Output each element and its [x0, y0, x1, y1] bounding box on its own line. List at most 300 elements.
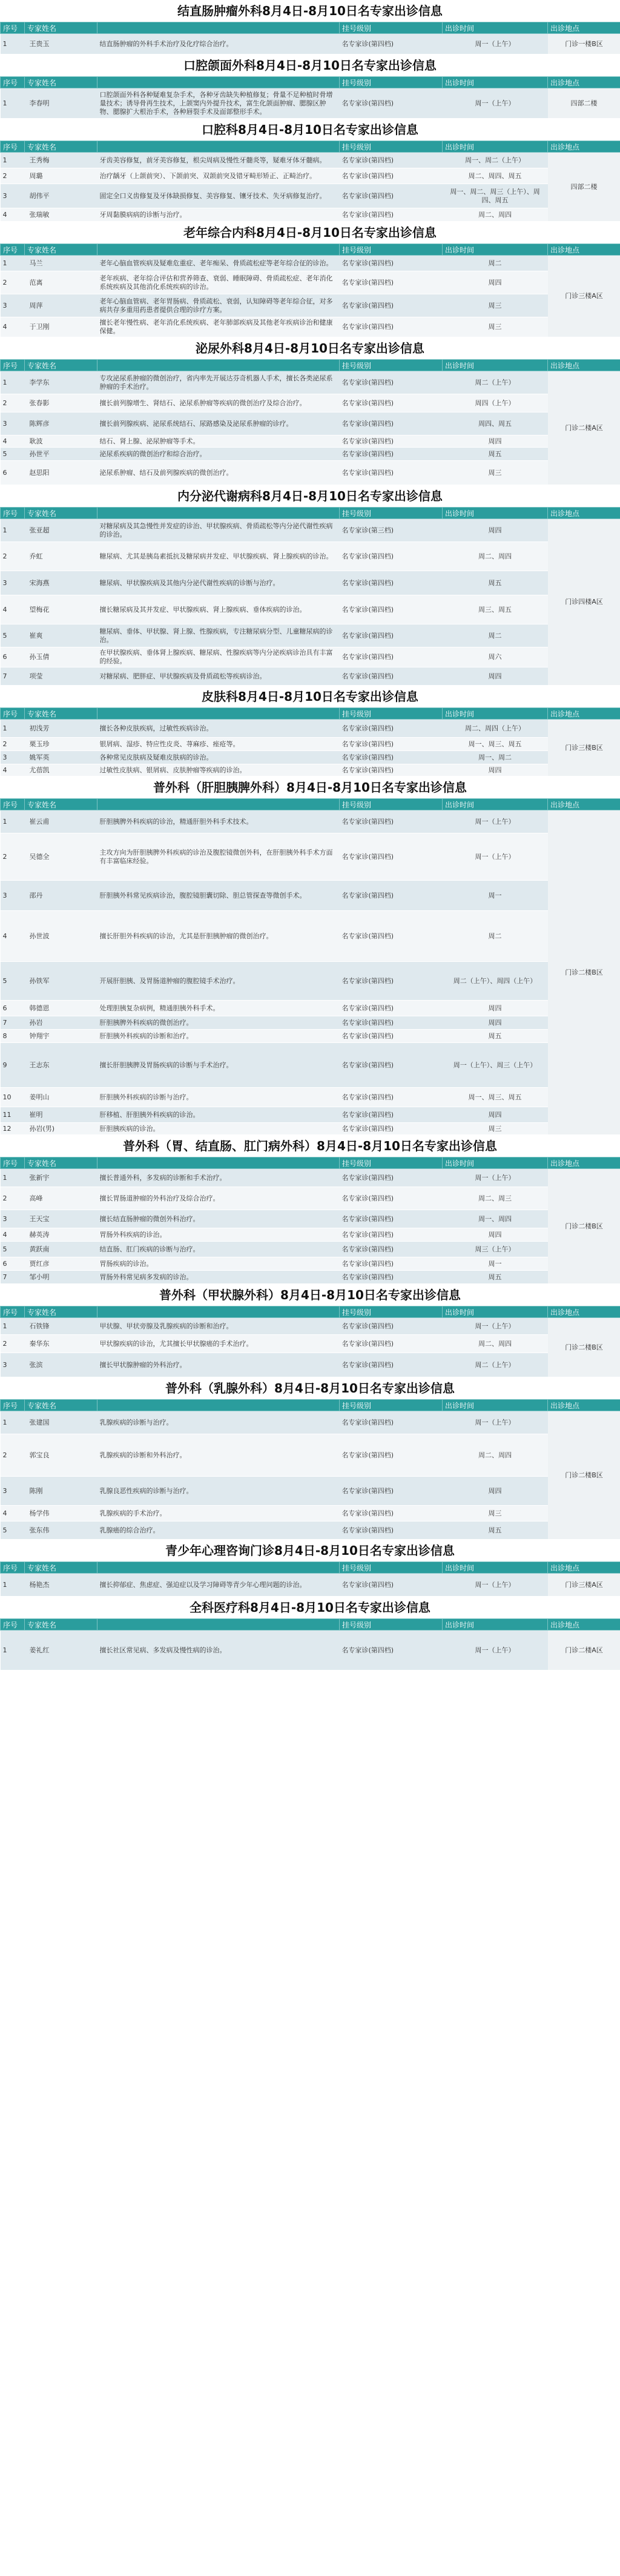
clinic-time: 周一（上午）	[443, 1169, 548, 1187]
header-name: 专家姓名	[25, 22, 97, 34]
registration-level: 名专家诊(第三档)	[340, 519, 443, 542]
doctor-specialty: 结直肠、肛门疾病的诊断与治疗。	[97, 1242, 340, 1257]
registration-level: 名专家诊(第四档)	[340, 595, 443, 624]
header-time: 出诊时间	[443, 22, 548, 34]
header-skill	[97, 508, 340, 519]
clinic-time: 周四	[443, 764, 548, 776]
doctor-name: 马兰	[25, 256, 97, 271]
doctor-specialty: 擅长前列腺疾病、泌尿系统结石、尿路感染及泌尿系肿瘤的诊疗。	[97, 412, 340, 435]
row-number: 3	[1, 881, 25, 911]
table-row	[1, 208, 620, 222]
doctor-name: 栗玉珍	[25, 738, 97, 751]
table-row	[1, 810, 620, 833]
header-level: 挂号级别	[340, 141, 443, 153]
clinic-time: 周一（上午）	[443, 34, 548, 55]
table-header-row	[1, 244, 620, 256]
schedule-table	[0, 1561, 620, 1597]
doctor-specialty: 擅长结直肠肿瘤的微创外科治疗。	[97, 1210, 340, 1228]
header-location: 出诊地点	[548, 1157, 620, 1169]
registration-level: 名专家诊(第四档)	[340, 542, 443, 571]
registration-level: 名专家诊(第四档)	[340, 271, 443, 294]
clinic-time: 周二（上午）	[443, 1353, 548, 1377]
table-row	[1, 595, 620, 624]
table-header-row	[1, 708, 620, 720]
clinic-location: 门诊二楼B区	[548, 1169, 620, 1284]
clinic-time: 周三	[443, 1123, 548, 1135]
header-level: 挂号级别	[340, 1157, 443, 1169]
header-time: 出诊时间	[443, 77, 548, 88]
doctor-specialty: 擅长抑郁症、焦虑症、强迫症以及学习障碍等青少年心理问题的诊治。	[97, 1574, 340, 1597]
row-number: 1	[1, 153, 25, 168]
doctor-name: 张亚超	[25, 519, 97, 542]
doctor-name: 孙玉倩	[25, 647, 97, 667]
table-row	[1, 1088, 620, 1107]
registration-level: 名专家诊(第四档)	[340, 764, 443, 776]
registration-level: 名专家诊(第四档)	[340, 294, 443, 317]
row-number: 8	[1, 1030, 25, 1043]
registration-level: 名专家诊(第四档)	[340, 412, 443, 435]
header-location: 出诊地点	[548, 799, 620, 810]
clinic-time: 周二、周四	[443, 542, 548, 571]
clinic-time: 周四	[443, 435, 548, 448]
clinic-time: 周二、周四（上午）	[443, 720, 548, 738]
row-number: 1	[1, 1631, 25, 1670]
row-number: 1	[1, 34, 25, 55]
doctor-name: 宋海燕	[25, 571, 97, 595]
header-name: 专家姓名	[25, 508, 97, 519]
doctor-specialty: 胃肠外科疾病的诊治。	[97, 1228, 340, 1242]
row-number: 3	[1, 571, 25, 595]
doctor-specialty: 结石、肾上腺、泌尿肿瘤等手术。	[97, 435, 340, 448]
doctor-specialty: 擅长社区常见病、多发病及慢性病的诊治。	[97, 1631, 340, 1670]
table-row	[1, 738, 620, 751]
row-number: 1	[1, 88, 25, 119]
clinic-time: 周一（上午）	[443, 1411, 548, 1434]
header-name: 专家姓名	[25, 244, 97, 256]
doctor-name: 孙世波	[25, 911, 97, 962]
registration-level: 名专家诊(第四档)	[340, 1107, 443, 1123]
header-name: 专家姓名	[25, 708, 97, 720]
header-level: 挂号级别	[340, 799, 443, 810]
doctor-name: 孙岩(男)	[25, 1123, 97, 1135]
header-number: 序号	[1, 708, 25, 720]
doctor-name: 王贵玉	[25, 34, 97, 55]
clinic-time: 周二、周四	[443, 208, 548, 222]
clinic-time: 周四	[443, 519, 548, 542]
registration-level: 名专家诊(第四档)	[340, 88, 443, 119]
registration-level: 名专家诊(第四档)	[340, 1228, 443, 1242]
header-location: 出诊地点	[548, 22, 620, 34]
row-number: 6	[1, 647, 25, 667]
schedule-table	[0, 1157, 620, 1284]
doctor-specialty: 过敏性皮肤病、银屑病、皮肤肿瘤等疾病的诊治。	[97, 764, 340, 776]
doctor-name: 秦华东	[25, 1335, 97, 1353]
clinic-time: 周二、周三	[443, 1187, 548, 1210]
header-number: 序号	[1, 22, 25, 34]
clinic-time: 周四	[443, 1016, 548, 1030]
clinic-location: 门诊二楼A区	[548, 1631, 620, 1670]
header-number: 序号	[1, 1619, 25, 1631]
row-number: 4	[1, 911, 25, 962]
clinic-time: 周五	[443, 448, 548, 461]
doctor-specialty: 肝胆胰外科常见疾病诊治，腹腔镜胆囊切除、胆总管探查等微创手术。	[97, 881, 340, 911]
header-name: 专家姓名	[25, 77, 97, 88]
row-number: 10	[1, 1088, 25, 1107]
clinic-time: 周二、周四	[443, 1335, 548, 1353]
schedule-table	[0, 1306, 620, 1377]
row-number: 2	[1, 833, 25, 881]
row-number: 1	[1, 1411, 25, 1434]
section-title: 青少年心理咨询门诊8月4日-8月10日名专家出诊信息	[0, 1540, 620, 1561]
header-number: 序号	[1, 77, 25, 88]
doctor-name: 邹小明	[25, 1271, 97, 1284]
doctor-name: 张东伟	[25, 1521, 97, 1540]
table-header-row	[1, 1157, 620, 1169]
doctor-specialty: 肝胆胰外科疾病的诊断和治疗。	[97, 1030, 340, 1043]
table-row	[1, 88, 620, 119]
header-level: 挂号级别	[340, 22, 443, 34]
clinic-location: 四部二楼	[548, 88, 620, 119]
table-row	[1, 542, 620, 571]
doctor-name: 李春明	[25, 88, 97, 119]
header-level: 挂号级别	[340, 1400, 443, 1411]
doctor-specialty: 肝胆胰脾外科疾病的微创治疗。	[97, 1016, 340, 1030]
doctor-name: 贾红彦	[25, 1257, 97, 1271]
doctor-specialty: 乳腺良恶性疾病的诊断与治疗。	[97, 1477, 340, 1506]
table-row	[1, 168, 620, 184]
header-skill	[97, 1306, 340, 1318]
table-row	[1, 647, 620, 667]
doctor-specialty: 牙齿美容修复，前牙美容修复，根尖周病及慢性牙髓炎等，疑难牙体牙髓病。	[97, 153, 340, 168]
doctor-name: 张建国	[25, 1411, 97, 1434]
table-row	[1, 1043, 620, 1088]
doctor-name: 望梅花	[25, 595, 97, 624]
clinic-time: 周四	[443, 1107, 548, 1123]
registration-level: 名专家诊(第四档)	[340, 153, 443, 168]
table-row	[1, 962, 620, 1001]
doctor-name: 杨艳杰	[25, 1574, 97, 1597]
doctor-specialty: 开展肝胆胰、及胃肠道肿瘤的腹腔镜手术治疗。	[97, 962, 340, 1001]
row-number: 3	[1, 412, 25, 435]
doctor-name: 钟翔宇	[25, 1030, 97, 1043]
clinic-time: 周五	[443, 1521, 548, 1540]
clinic-time: 周二（上午）	[443, 371, 548, 394]
doctor-name: 张瑞敏	[25, 208, 97, 222]
header-number: 序号	[1, 244, 25, 256]
registration-level: 名专家诊(第四档)	[340, 1088, 443, 1107]
row-number: 2	[1, 168, 25, 184]
schedule-table	[0, 1399, 620, 1540]
doctor-name: 姜明山	[25, 1088, 97, 1107]
registration-level: 名专家诊(第四档)	[340, 1030, 443, 1043]
doctor-specialty: 擅长肝胆胰脾及胃肠疾病的诊断与手术治疗。	[97, 1043, 340, 1088]
doctor-name: 崔云甫	[25, 810, 97, 833]
row-number: 3	[1, 184, 25, 208]
row-number: 4	[1, 208, 25, 222]
clinic-time: 周四	[443, 1477, 548, 1506]
row-number: 3	[1, 1210, 25, 1228]
table-header-row	[1, 360, 620, 371]
clinic-location: 门诊二楼B区	[548, 1411, 620, 1540]
doctor-name: 黄跃南	[25, 1242, 97, 1257]
doctor-specialty: 口腔颌面外科各种疑难复杂手术，各种牙齿缺失种植修复；骨量不足种植时骨增量技术；诱导骨再生技术，上颌窦内外提升技术，富生化颌面肿瘤、腮腺区肿物、腮腺扩大根治手术，各种唇裂手术及面部整形手术。	[97, 88, 340, 119]
row-number: 1	[1, 810, 25, 833]
clinic-location: 门诊一楼B区	[548, 34, 620, 55]
table-row	[1, 1001, 620, 1016]
registration-level: 名专家诊(第四档)	[340, 667, 443, 686]
registration-level: 名专家诊(第四档)	[340, 624, 443, 647]
row-number: 1	[1, 371, 25, 394]
table-row	[1, 624, 620, 647]
table-row	[1, 256, 620, 271]
doctor-specialty: 擅长各种皮肤疾病，过敏性疾病诊治。	[97, 720, 340, 738]
header-location: 出诊地点	[548, 508, 620, 519]
table-row	[1, 519, 620, 542]
doctor-specialty: 肝移植、肝胆胰外科疾病的诊治。	[97, 1107, 340, 1123]
doctor-specialty: 处理胆胰复杂病例，精通胆胰外科手术。	[97, 1001, 340, 1016]
header-name: 专家姓名	[25, 1619, 97, 1631]
row-number: 1	[1, 1318, 25, 1335]
registration-level: 名专家诊(第四档)	[340, 435, 443, 448]
doctor-specialty: 对糖尿病及其急慢性并发症的诊治、甲状腺疾病、骨质疏松等内分泌代谢性疾病的诊治。	[97, 519, 340, 542]
clinic-time: 周五	[443, 1271, 548, 1284]
table-row	[1, 1506, 620, 1521]
row-number: 11	[1, 1107, 25, 1123]
header-location: 出诊地点	[548, 244, 620, 256]
row-number: 4	[1, 435, 25, 448]
doctor-name: 周璐	[25, 168, 97, 184]
doctor-specialty: 肝胆胰外科疾病的诊断与治疗。	[97, 1088, 340, 1107]
header-location: 出诊地点	[548, 1619, 620, 1631]
row-number: 5	[1, 624, 25, 647]
clinic-time: 周三	[443, 294, 548, 317]
doctor-name: 孙岩	[25, 1016, 97, 1030]
clinic-time: 周一、周二、周三（上午）、周四、周五	[443, 184, 548, 208]
doctor-specialty: 治疗龋牙（上颌前突）、下颌前突、双颌前突及错牙畸形矫正、正畸治疗。	[97, 168, 340, 184]
table-row	[1, 833, 620, 881]
doctor-name: 张滨	[25, 1353, 97, 1377]
table-row	[1, 412, 620, 435]
header-time: 出诊时间	[443, 1562, 548, 1574]
doctor-name: 吴德全	[25, 833, 97, 881]
registration-level: 名专家诊(第四档)	[340, 1242, 443, 1257]
clinic-location: 门诊三楼B区	[548, 720, 620, 776]
table-row	[1, 153, 620, 168]
clinic-time: 周三、周五	[443, 595, 548, 624]
header-level: 挂号级别	[340, 360, 443, 371]
doctor-specialty: 擅长糖尿病及其并发症、甲状腺疾病、肾上腺疾病、垂体疾病的诊治。	[97, 595, 340, 624]
table-row	[1, 435, 620, 448]
table-row	[1, 461, 620, 485]
schedule-table	[0, 798, 620, 1135]
table-row	[1, 294, 620, 317]
row-number: 5	[1, 962, 25, 1001]
table-row	[1, 1271, 620, 1284]
table-row	[1, 1434, 620, 1477]
row-number: 7	[1, 667, 25, 686]
doctor-name: 范离	[25, 271, 97, 294]
header-name: 专家姓名	[25, 1562, 97, 1574]
clinic-time: 周四、周五	[443, 412, 548, 435]
row-number: 6	[1, 1001, 25, 1016]
doctor-specialty: 牙周黏膜病病的诊断与治疗。	[97, 208, 340, 222]
row-number: 5	[1, 1521, 25, 1540]
doctor-name: 姜礼红	[25, 1631, 97, 1670]
header-skill	[97, 708, 340, 720]
clinic-time: 周一（上午）	[443, 88, 548, 119]
table-row	[1, 1030, 620, 1043]
clinic-time: 周五	[443, 571, 548, 595]
table-row	[1, 1353, 620, 1377]
doctor-name: 王志东	[25, 1043, 97, 1088]
clinic-time: 周一、周二（上午）	[443, 153, 548, 168]
registration-level: 名专家诊(第四档)	[340, 833, 443, 881]
header-number: 序号	[1, 1306, 25, 1318]
section-title: 普外科（胃、结直肠、肛门病外科）8月4日-8月10日名专家出诊信息	[0, 1135, 620, 1157]
row-number: 4	[1, 1506, 25, 1521]
header-name: 专家姓名	[25, 360, 97, 371]
row-number: 2	[1, 1335, 25, 1353]
doctor-specialty: 糖尿病、尤其是胰岛素抵抗及糖尿病并发症、甲状腺疾病、肾上腺疾病的诊治。	[97, 542, 340, 571]
registration-level: 名专家诊(第四档)	[340, 881, 443, 911]
doctor-name: 姚军英	[25, 751, 97, 764]
doctor-name: 孙世平	[25, 448, 97, 461]
doctor-name: 项莹	[25, 667, 97, 686]
header-skill	[97, 360, 340, 371]
row-number: 7	[1, 1016, 25, 1030]
table-header-row	[1, 1306, 620, 1318]
doctor-name: 初浅芳	[25, 720, 97, 738]
header-time: 出诊时间	[443, 1306, 548, 1318]
registration-level: 名专家诊(第四档)	[340, 647, 443, 667]
row-number: 1	[1, 256, 25, 271]
header-level: 挂号级别	[340, 244, 443, 256]
header-location: 出诊地点	[548, 77, 620, 88]
doctor-name: 耿波	[25, 435, 97, 448]
clinic-location: 门诊二楼B区	[548, 1318, 620, 1377]
doctor-specialty: 甲状腺疾病的诊治，尤其擅长甲状腺癌的手术治疗。	[97, 1335, 340, 1353]
table-row	[1, 571, 620, 595]
registration-level: 名专家诊(第四档)	[340, 911, 443, 962]
table-row	[1, 394, 620, 412]
clinic-time: 周三	[443, 1506, 548, 1521]
doctor-specialty: 在甲状腺疾病、垂体肾上腺疾病、糖尿病、性腺疾病等内分泌疾病诊治具有丰富的经验。	[97, 647, 340, 667]
registration-level: 名专家诊(第四档)	[340, 1271, 443, 1284]
table-row	[1, 911, 620, 962]
table-row	[1, 1411, 620, 1434]
clinic-time: 周二（上午）、周四（上午）	[443, 962, 548, 1001]
row-number: 2	[1, 271, 25, 294]
table-row	[1, 1210, 620, 1228]
header-name: 专家姓名	[25, 1306, 97, 1318]
clinic-time: 周三	[443, 461, 548, 485]
doctor-name: 周萍	[25, 294, 97, 317]
schedule-table	[0, 1618, 620, 1670]
doctor-name: 于卫刚	[25, 317, 97, 337]
row-number: 6	[1, 461, 25, 485]
table-header-row	[1, 1562, 620, 1574]
section-title: 普外科（乳腺外科）8月4日-8月10日名专家出诊信息	[0, 1377, 620, 1399]
doctor-name: 李学东	[25, 371, 97, 394]
doctor-name: 陈刚	[25, 1477, 97, 1506]
section-title: 老年综合内科8月4日-8月10日名专家出诊信息	[0, 222, 620, 243]
registration-level: 名专家诊(第四档)	[340, 1187, 443, 1210]
table-row	[1, 1521, 620, 1540]
header-level: 挂号级别	[340, 508, 443, 519]
row-number: 3	[1, 751, 25, 764]
registration-level: 名专家诊(第四档)	[340, 738, 443, 751]
schedule-table	[0, 707, 620, 776]
registration-level: 名专家诊(第四档)	[340, 34, 443, 55]
header-skill	[97, 22, 340, 34]
clinic-time: 周一（上午）	[443, 1574, 548, 1597]
header-number: 序号	[1, 141, 25, 153]
table-row	[1, 1169, 620, 1187]
table-row	[1, 317, 620, 337]
clinic-time: 周一、周三、周五	[443, 1088, 548, 1107]
doctor-specialty: 老年心脑血管病、老年胃肠病、骨质疏松、衰弱，认知障碍等老年综合征，对多病共存多重用药患者提供合理的诊疗方案。	[97, 294, 340, 317]
doctor-specialty: 糖尿病、垂体、甲状腺、肾上腺、性腺疾病，专注糖尿病分型、儿童糖尿病的诊治。	[97, 624, 340, 647]
section-title: 结直肠肿瘤外科8月4日-8月10日名专家出诊信息	[0, 0, 620, 22]
doctor-specialty: 乳腺疾病的诊断与治疗。	[97, 1411, 340, 1434]
row-number: 6	[1, 1257, 25, 1271]
doctor-specialty: 擅长胃肠道肿瘤的外科治疗及综合治疗。	[97, 1187, 340, 1210]
registration-level: 名专家诊(第四档)	[340, 720, 443, 738]
doctor-specialty: 乳腺疾病的诊断和外科治疗。	[97, 1434, 340, 1477]
header-skill	[97, 77, 340, 88]
section-title: 泌尿外科8月4日-8月10日名专家出诊信息	[0, 337, 620, 359]
table-row	[1, 34, 620, 55]
header-time: 出诊时间	[443, 799, 548, 810]
table-header-row	[1, 1619, 620, 1631]
clinic-time: 周一（上午）	[443, 810, 548, 833]
row-number: 12	[1, 1123, 25, 1135]
schedule-table	[0, 141, 620, 222]
row-number: 2	[1, 1434, 25, 1477]
doctor-specialty: 泌尿系肿瘤、结石及前列腺疾病的微创治疗。	[97, 461, 340, 485]
registration-level: 名专家诊(第四档)	[340, 1353, 443, 1377]
registration-level: 名专家诊(第四档)	[340, 1434, 443, 1477]
schedule-table	[0, 243, 620, 337]
section-title: 全科医疗科8月4日-8月10日名专家出诊信息	[0, 1597, 620, 1618]
table-header-row	[1, 22, 620, 34]
doctor-specialty: 糖尿病、甲状腺疾病及其他内分泌代谢性疾病的诊断与治疗。	[97, 571, 340, 595]
table-row	[1, 764, 620, 776]
table-row	[1, 1228, 620, 1242]
header-number: 序号	[1, 360, 25, 371]
row-number: 3	[1, 1477, 25, 1506]
doctor-name: 韩德恩	[25, 1001, 97, 1016]
registration-level: 名专家诊(第四档)	[340, 1335, 443, 1353]
doctor-name: 王天宝	[25, 1210, 97, 1228]
row-number: 4	[1, 764, 25, 776]
doctor-specialty: 擅长老年慢性病、老年消化系统疾病、老年肺部疾病及其他老年疾病诊治和健康保健。	[97, 317, 340, 337]
doctor-specialty: 肝胆胰疾病的诊治。	[97, 1123, 340, 1135]
doctor-name: 张春影	[25, 394, 97, 412]
clinic-time: 周五	[443, 1030, 548, 1043]
table-row	[1, 1318, 620, 1335]
doctor-name: 张新宇	[25, 1169, 97, 1187]
table-header-row	[1, 799, 620, 810]
row-number: 2	[1, 1187, 25, 1210]
header-time: 出诊时间	[443, 141, 548, 153]
clinic-time: 周四	[443, 1228, 548, 1242]
clinic-location: 门诊三楼A区	[548, 256, 620, 337]
clinic-time: 周二	[443, 256, 548, 271]
table-row	[1, 1107, 620, 1123]
clinic-location: 门诊二楼A区	[548, 371, 620, 485]
doctor-specialty: 擅长普通外科，多发病的诊断和手术治疗。	[97, 1169, 340, 1187]
